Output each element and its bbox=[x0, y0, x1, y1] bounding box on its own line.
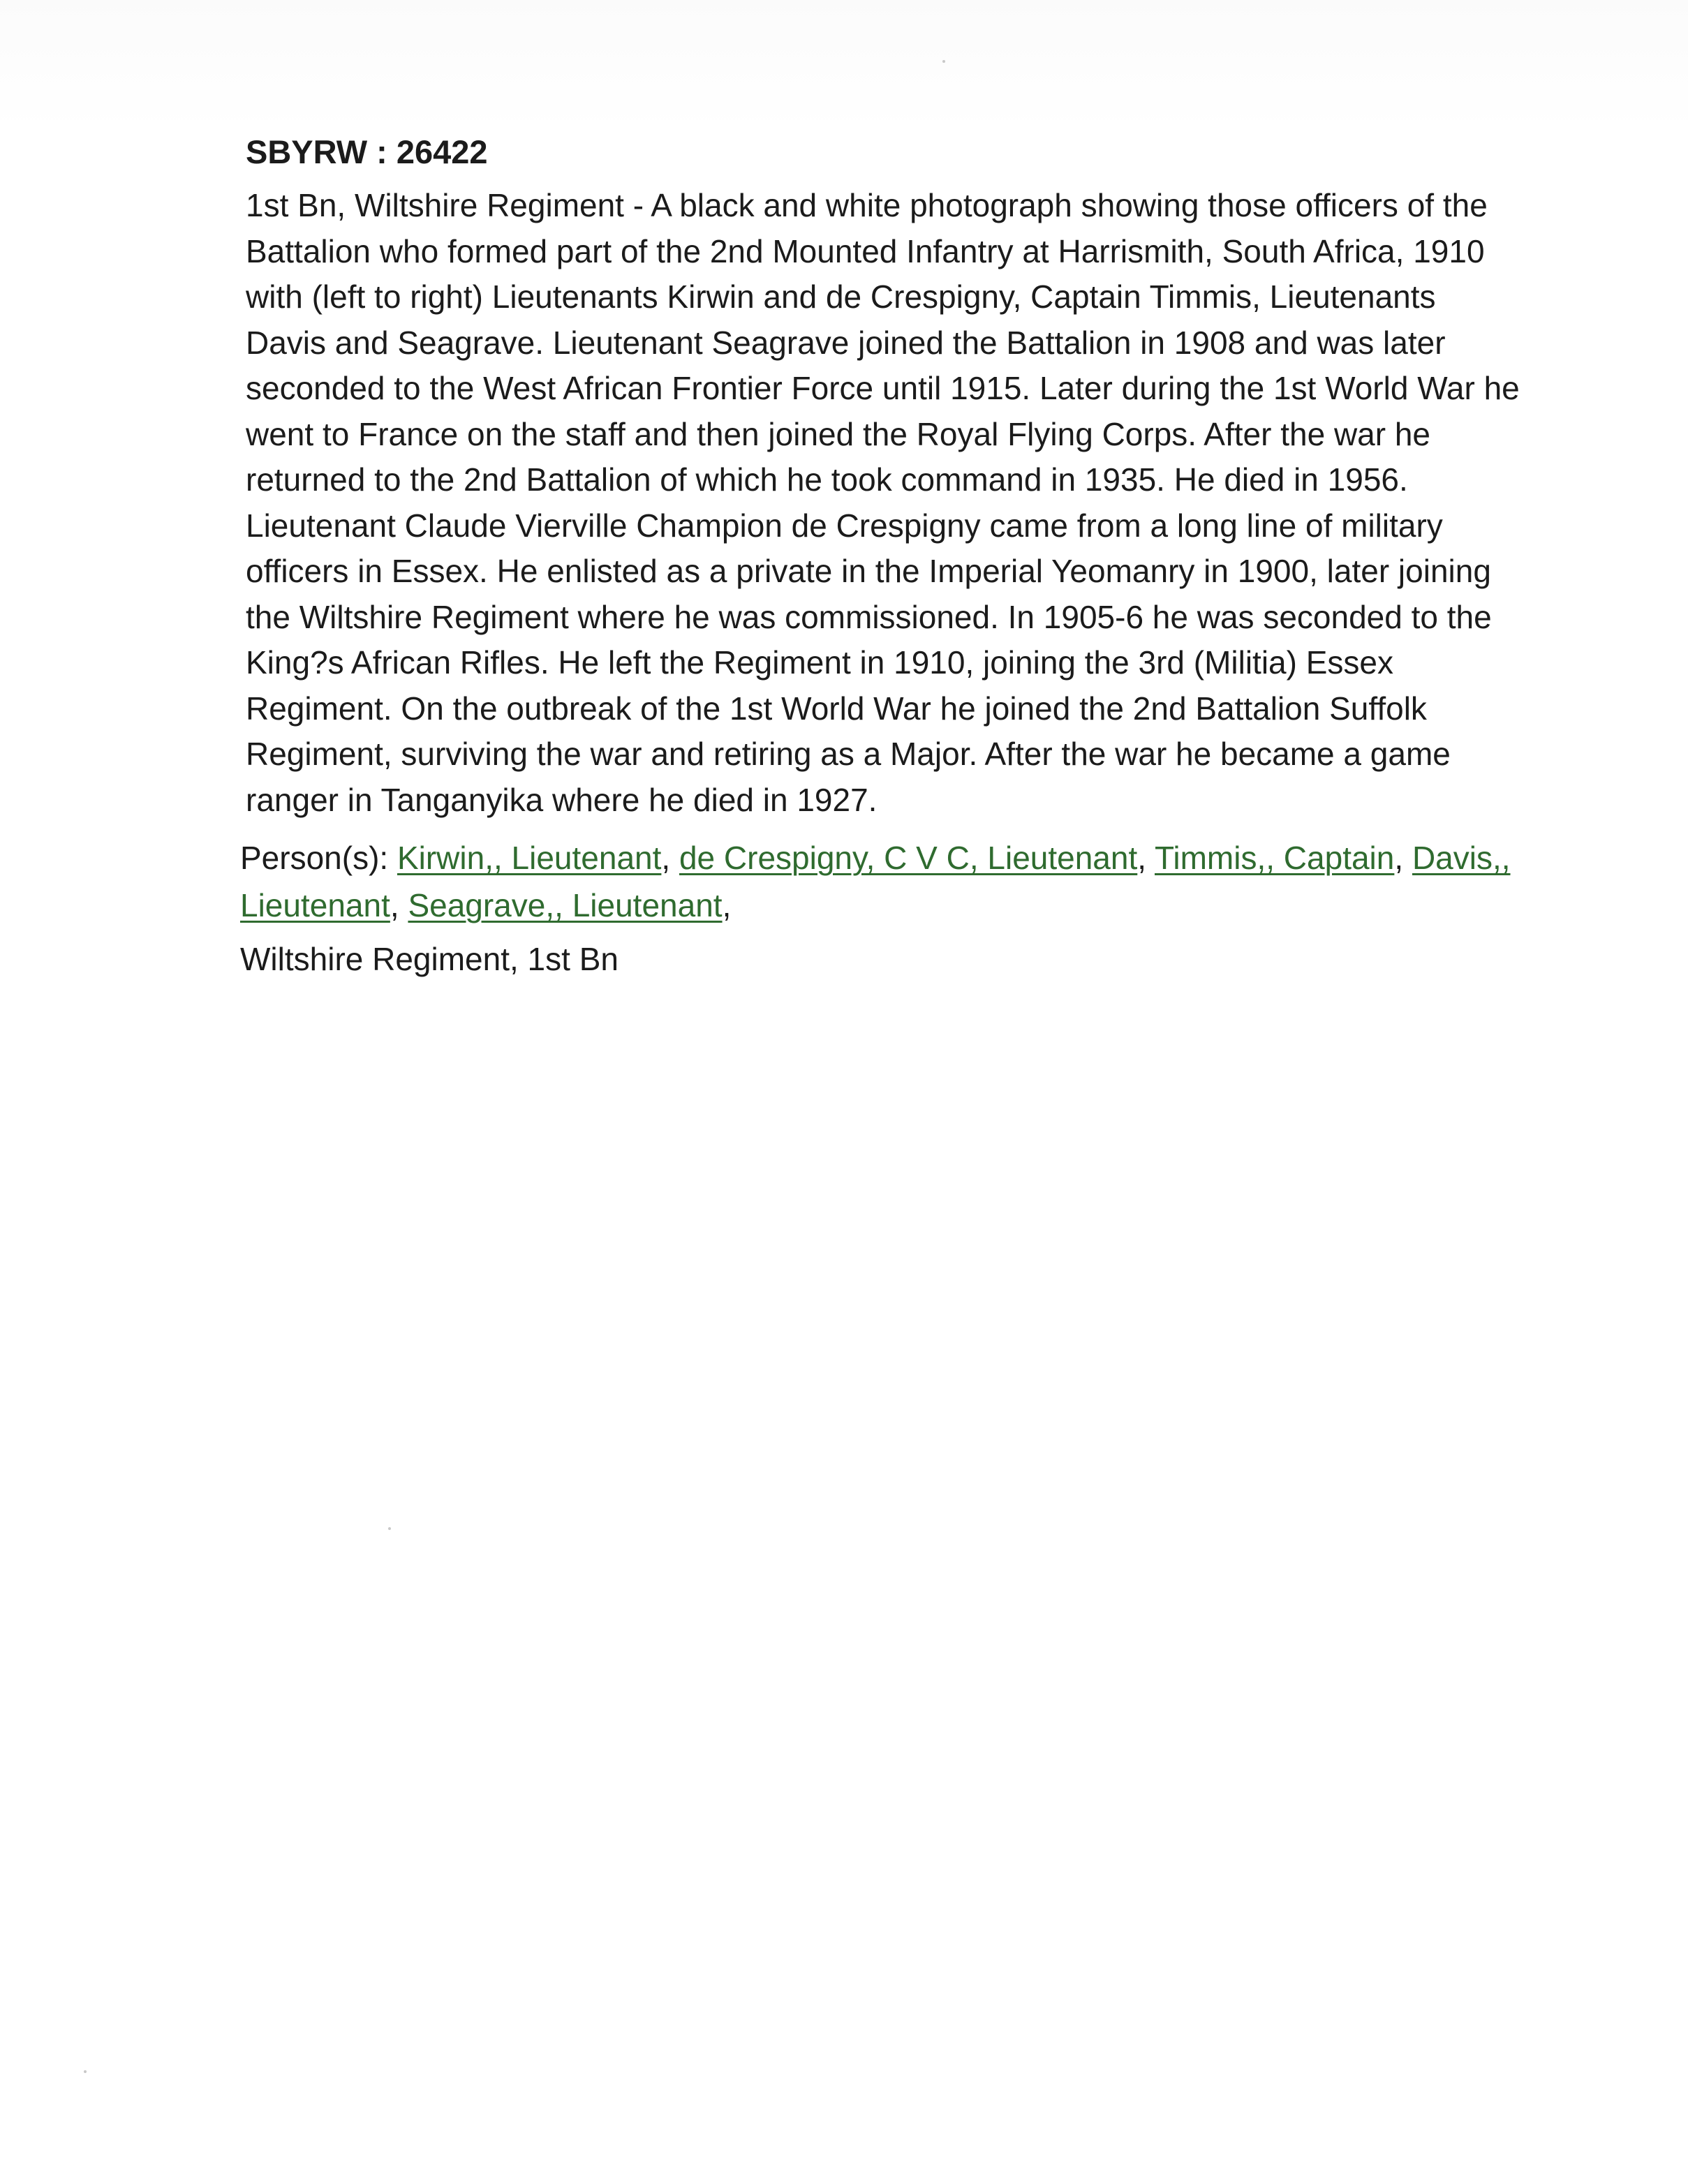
person-separator: , bbox=[390, 887, 399, 923]
record-id: SBYRW : 26422 bbox=[246, 133, 488, 170]
person-separator: , bbox=[661, 840, 671, 876]
person-link-davis[interactable]: Davis,, Lieutenant bbox=[240, 840, 1511, 923]
person-separator: , bbox=[1394, 840, 1404, 876]
persons-label: Person(s): bbox=[240, 840, 389, 876]
person-link-kirwin[interactable]: Kirwin,, Lieutenant bbox=[397, 840, 662, 876]
record-entry bbox=[240, 133, 1525, 982]
scan-speck bbox=[942, 60, 945, 63]
persons-line bbox=[240, 834, 1518, 929]
person-separator: , bbox=[722, 887, 732, 923]
person-link-timmis[interactable]: Timmis,, Captain bbox=[1155, 840, 1395, 876]
person-separator: , bbox=[1137, 840, 1147, 876]
scan-speck bbox=[388, 1527, 391, 1530]
record-description: 1st Bn, Wiltshire Regiment - A black and white photograph showing those officers of the Battalion who formed part of the 2nd Mounted Infantry at Harrismith, South Africa, 1910 with (left to right) Lieutenants Kirwin and de Crespigny, Captain Timmis, Lieutenants Davis and Seagrave. Lieutenant Seagrave joined the Battalion in 1908 and was later seconded to the West African Frontier Force until 1915. Later during the 1st World War he went to France on the staff and then joined the Royal Flying Corps. After the war he returned to the 2nd Battalion of which he took command in 1935. He died in 1956. Lieutenant Claude Vierville Champion de Crespigny came from a long line of military officers in Essex. He enlisted as a private in the Imperial Yeomanry in 1900, later joining the Wiltshire Regiment where he was commissioned. In 1905-6 he was seconded to the King?s African Rifles. He left the Regiment in 1910, joining the 3rd (Militia) Essex Regiment. On the outbreak of the 1st World War he joined the 2nd Battalion Suffolk Regiment, surviving the war and retiring as a Major. After the war he became a game ranger in Tanganyika where he died in 1927. bbox=[246, 187, 1520, 818]
person-link-seagrave[interactable]: Seagrave,, Lieutenant bbox=[408, 887, 723, 923]
regiment-unit: Wiltshire Regiment, 1st Bn bbox=[240, 941, 619, 977]
person-link-de-crespigny[interactable]: de Crespigny, C V C, Lieutenant bbox=[679, 840, 1138, 876]
scan-speck bbox=[84, 2070, 87, 2073]
